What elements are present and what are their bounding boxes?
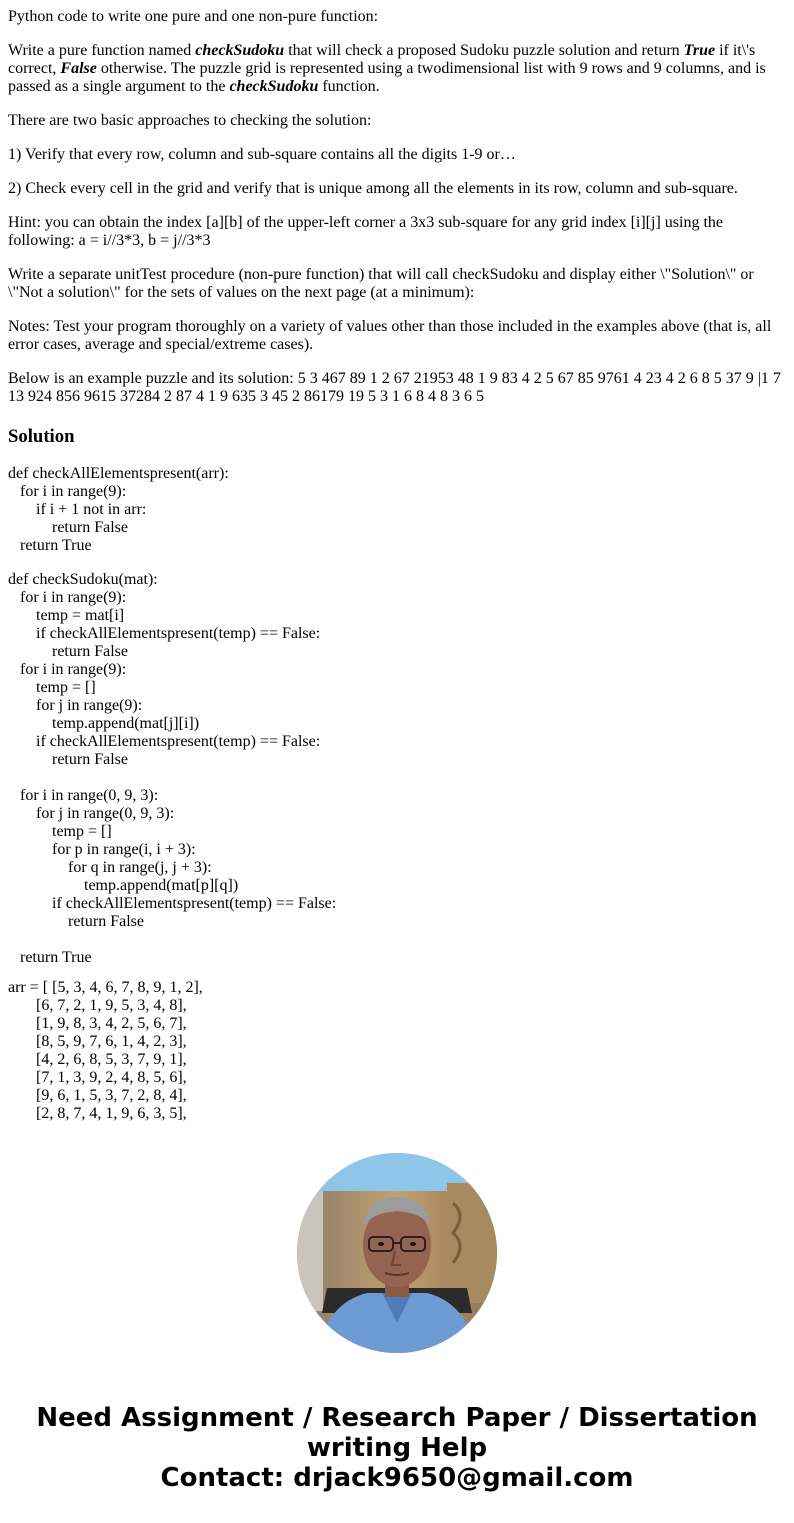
code-line: [6, 7, 2, 1, 9, 5, 3, 4, 8], [36, 997, 187, 1014]
intro-text-5: function. [318, 78, 380, 95]
code-block-arr [8, 979, 203, 1123]
code-line: return False [52, 643, 128, 660]
intro-text-4: otherwise. The puzzle grid is represented using a twodimensional list with 9 rows and 9 columns, and is passed as a single argument to the [8, 60, 766, 95]
question-title: Python code to write one pure and one non-pure function: [8, 8, 379, 25]
code-line: [4, 2, 6, 8, 5, 3, 7, 9, 1], [36, 1051, 187, 1068]
code-line: for i in range(9): [20, 483, 127, 500]
code-line: if checkAllElementspresent(temp) == False: [36, 625, 321, 642]
keyword-true: True [683, 42, 716, 59]
code-line: return False [52, 519, 128, 536]
code-line: if checkAllElementspresent(temp) == False: [52, 895, 337, 912]
code-line: temp.append(mat[j][i]) [52, 715, 200, 732]
approaches-paragraph: There are two basic approaches to checking the solution: [8, 112, 372, 129]
function-name-checksudoku-2: checkSudoku [229, 78, 319, 95]
approach-step-1: 1) Verify that every row, column and sub-square contains all the digits 1-9 or… [8, 146, 516, 163]
avatar-portrait-icon [297, 1153, 497, 1353]
code-block-check-all-elements [8, 465, 229, 555]
solution-heading: Solution [8, 426, 75, 447]
code-line: for j in range(9): [36, 697, 143, 714]
avatar [297, 1153, 497, 1353]
code-line: arr = [ [5, 3, 4, 6, 7, 8, 9, 1, 2], [8, 979, 203, 996]
notes-paragraph: Notes: Test your program thoroughly on a variety of values other than those included in the examples above (that is, all error cases, average and special/extreme cases). [8, 318, 772, 353]
code-line: return True [20, 949, 92, 966]
code-line: return True [20, 537, 92, 554]
code-line: [2, 8, 7, 4, 1, 9, 6, 3, 5], [36, 1105, 187, 1122]
code-line: def checkAllElementspresent(arr): [8, 465, 229, 482]
code-line: return False [52, 751, 128, 768]
promo-line-1: Need Assignment / Research Paper / Dissertation [36, 1403, 758, 1433]
code-line: temp = [] [52, 823, 112, 840]
code-line: for p in range(i, i + 3): [52, 841, 196, 858]
code-line: [9, 6, 1, 5, 3, 7, 2, 8, 4], [36, 1087, 187, 1104]
code-line-blank [8, 769, 336, 787]
code-line: [7, 1, 3, 9, 2, 4, 8, 5, 6], [36, 1069, 187, 1086]
intro-text-3: if it\'s correct, [8, 42, 756, 77]
code-line: [1, 9, 8, 3, 4, 2, 5, 6, 7], [36, 1015, 187, 1032]
code-line-blank [8, 931, 336, 949]
example-paragraph: Below is an example puzzle and its solution: 5 3 467 89 1 2 67 21953 48 1 9 83 4 2 5 67 85 9761 4 23 4 2 6 8 5 37 9 |1 7 13 924 856 9615 37284 2 87 4 1 9 635 3 45 2 86179 19 5 3 1 6 8 4 8 3 6 5 [8, 370, 781, 405]
code-line: temp = [] [36, 679, 96, 696]
code-line: [8, 5, 9, 7, 6, 1, 4, 2, 3], [36, 1033, 187, 1050]
keyword-false: False [60, 60, 97, 77]
promo-line-2: writing Help [306, 1433, 488, 1463]
code-line: temp.append(mat[p][q]) [84, 877, 239, 894]
code-block-check-sudoku [8, 571, 336, 967]
promo-contact: Contact: drjack9650@gmail.com [160, 1463, 634, 1493]
intro-text-1: Write a pure function named [8, 42, 196, 59]
code-line: for i in range(9): [20, 661, 127, 678]
approach-step-2: 2) Check every cell in the grid and verify that is unique among all the elements in its row, column and sub-square. [8, 180, 738, 197]
code-line: return False [68, 913, 144, 930]
function-name-checksudoku: checkSudoku [195, 42, 285, 59]
code-line: for i in range(0, 9, 3): [20, 787, 159, 804]
code-line: for i in range(9): [20, 589, 127, 606]
question-intro [8, 42, 786, 96]
unittest-paragraph: Write a separate unitTest procedure (non-pure function) that will call checkSudoku and display either \"Solution\" or \"Not a solution\" for the sets of values on the next page (at a minimum): [8, 266, 754, 301]
intro-text-2: that will check a proposed Sudoku puzzle solution and return [284, 42, 684, 59]
code-line: if i + 1 not in arr: [36, 501, 147, 518]
code-line: def checkSudoku(mat): [8, 571, 158, 588]
code-line: temp = mat[i] [36, 607, 125, 624]
code-line: if checkAllElementspresent(temp) == False: [36, 733, 321, 750]
code-line: for j in range(0, 9, 3): [36, 805, 175, 822]
code-line: for q in range(j, j + 3): [68, 859, 212, 876]
hint-paragraph: Hint: you can obtain the index [a][b] of the upper-left corner a 3x3 sub-square for any grid index [i][j] using the following: a = i//3*3, b = j//3*3 [8, 214, 723, 249]
promo-banner [0, 1403, 794, 1493]
